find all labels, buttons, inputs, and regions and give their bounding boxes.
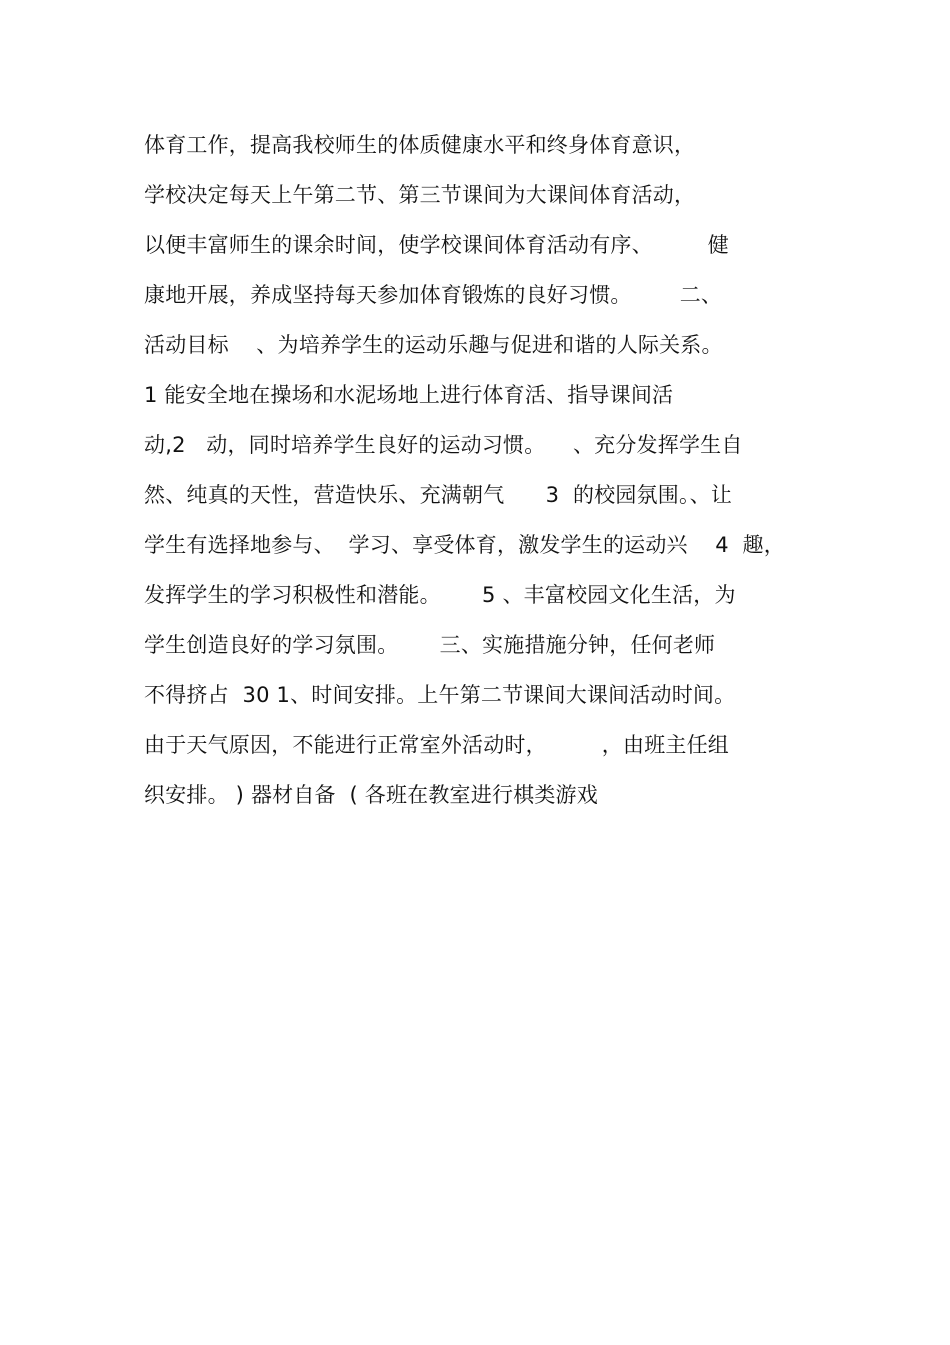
text-line: 由于天气原因，不能进行正常室外活动时， ，由班主任组 — [144, 733, 729, 757]
body-text — [144, 120, 834, 820]
text-line: 然、纯真的天性，营造快乐、充满朝气 3 的校园氛围。、让 — [144, 483, 733, 507]
text-line: 活动目标 、为培养学生的运动乐趣与促进和谐的人际关系。 — [144, 333, 723, 357]
text-line: 以便丰富师生的课余时间，使学校课间体育活动有序、 健 — [144, 233, 729, 257]
text-line: 康地开展，养成坚持每天参加体育锻炼的良好习惯。 二、 — [144, 283, 723, 307]
text-line: 体育工作，提高我校师生的体质健康水平和终身体育意识， — [144, 133, 696, 157]
text-line: 学校决定每天上午第二节、第三节课间为大课间体育活动， — [144, 183, 696, 207]
text-line: 不得挤占 30 1、时间安排。上午第二节课间大课间活动时间。 — [144, 683, 736, 707]
text-line: 发挥学生的学习积极性和潜能。 5 、丰富校园文化生活，为 — [144, 583, 736, 607]
text-line: 动,2 动，同时培养学生良好的运动习惯。 、充分发挥学生自 — [144, 433, 743, 457]
text-line: 1 能安全地在操场和水泥场地上进行体育活、指导课间活 — [144, 383, 674, 407]
text-line: 织安排。 ) 器材自备 ( 各班在教室进行棋类游戏 — [144, 783, 598, 807]
text-line: 学生创造良好的学习氛围。 三、实施措施分钟，任何老师 — [144, 633, 716, 657]
text-line: 学生有选择地参与、 学习、享受体育，激发学生的运动兴 4 趣， — [144, 533, 785, 557]
